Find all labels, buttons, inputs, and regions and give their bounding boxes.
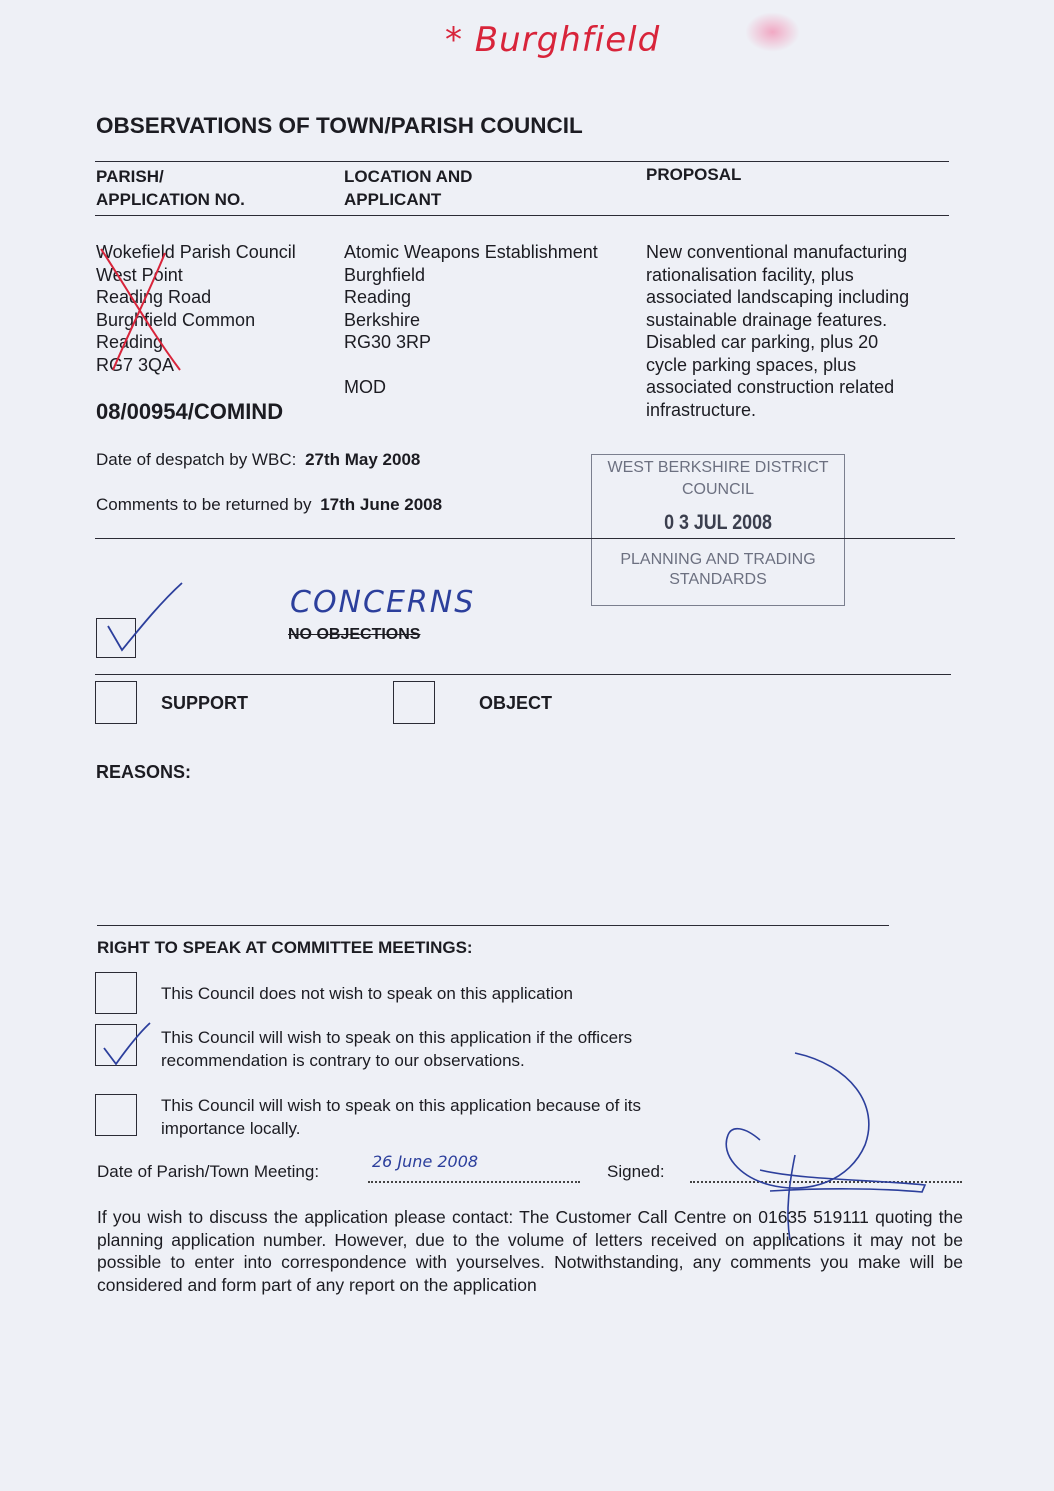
meeting-label: Date of Parish/Town Meeting: [97, 1162, 320, 1181]
speak-option-3-label: This Council will wish to speak on this application because of its importance locally. [161, 1096, 642, 1138]
return-label: Comments to be returned by [96, 495, 312, 514]
application-number: 08/00954/COMIND [96, 399, 284, 424]
page-title: OBSERVATIONS OF TOWN/PARISH COUNCIL [96, 113, 583, 138]
handwritten-header: * Burghfield [445, 20, 661, 60]
despatch-row [96, 450, 420, 470]
speak-option-1-checkbox[interactable] [95, 972, 137, 1014]
despatch-date: 27th May 2008 [305, 450, 421, 469]
object-checkbox[interactable] [393, 681, 435, 724]
stamp-line-1: WEST BERKSHIRE DISTRICT [607, 459, 829, 476]
received-stamp [591, 454, 845, 606]
reasons-heading: REASONS: [96, 762, 192, 782]
header-top-rule [95, 161, 949, 162]
return-row [96, 495, 442, 515]
meeting-date-handwritten: 26 June 2008 [372, 1152, 479, 1171]
section-rule-1 [95, 538, 955, 539]
handwritten-concerns: CONCERNS [290, 585, 476, 620]
column-header-location: LOCATION AND APPLICANT [344, 167, 473, 209]
signed-label: Signed: [607, 1162, 665, 1181]
stamp-line-2: COUNCIL [681, 481, 754, 498]
support-label: SUPPORT [161, 693, 249, 713]
speak-option-2-label: This Council will wish to speak on this application if the officers recommendation is contrary to our observations. [161, 1028, 633, 1070]
right-to-speak-heading: RIGHT TO SPEAK AT COMMITTEE MEETINGS: [97, 938, 473, 957]
blue-check-mark [100, 578, 190, 658]
stamp-line-4: STANDARDS [669, 571, 767, 588]
applicant-address: Atomic Weapons Establishment Burghfield Reading Berkshire RG30 3RP [344, 242, 598, 352]
speak-option-3-checkbox[interactable] [95, 1094, 137, 1136]
no-objections-label: NO OBJECTIONS [288, 626, 421, 643]
object-label: OBJECT [479, 693, 553, 713]
speak-check-mark [100, 1020, 155, 1070]
speak-option-1-label: This Council does not wish to speak on this application [161, 984, 574, 1003]
reasons-rule [97, 925, 889, 926]
section-rule-2 [95, 674, 951, 675]
header-bottom-rule [95, 215, 949, 216]
despatch-label: Date of despatch by WBC: [96, 450, 297, 469]
meeting-date-line [368, 1181, 580, 1183]
contact-paragraph: If you wish to discuss the application please contact: The Customer Call Centre on 01635 519111 quoting the planning application number. However, due to the volume of letters received on applications it may not be possible to enter into correspondence with yourselves. Notwithstanding, any comments you make will be considered and form part of any report on the application [97, 1207, 963, 1295]
stamp-line-3: PLANNING AND TRADING [620, 551, 816, 568]
pink-smudge [745, 12, 800, 52]
return-date: 17th June 2008 [320, 495, 443, 514]
stamp-date: 0 3 JUL 2008 [664, 511, 772, 534]
support-checkbox[interactable] [95, 681, 137, 724]
red-cross-mark [95, 245, 190, 375]
applicant-name: MOD [344, 377, 386, 397]
column-header-parish: PARISH/ APPLICATION NO. [96, 167, 245, 209]
column-header-proposal: PROPOSAL [646, 165, 742, 184]
parish-address: Wokefield Parish Council West Point Reading Road Burghfield Common Reading RG7 3QA [96, 242, 296, 375]
proposal-text: New conventional manufacturing rationalisation facility, plus associated landscaping including sustainable drainage features. Disabled car parking, plus 20 cycle parking spaces, plus associated construction related infrastructure. [646, 242, 910, 420]
